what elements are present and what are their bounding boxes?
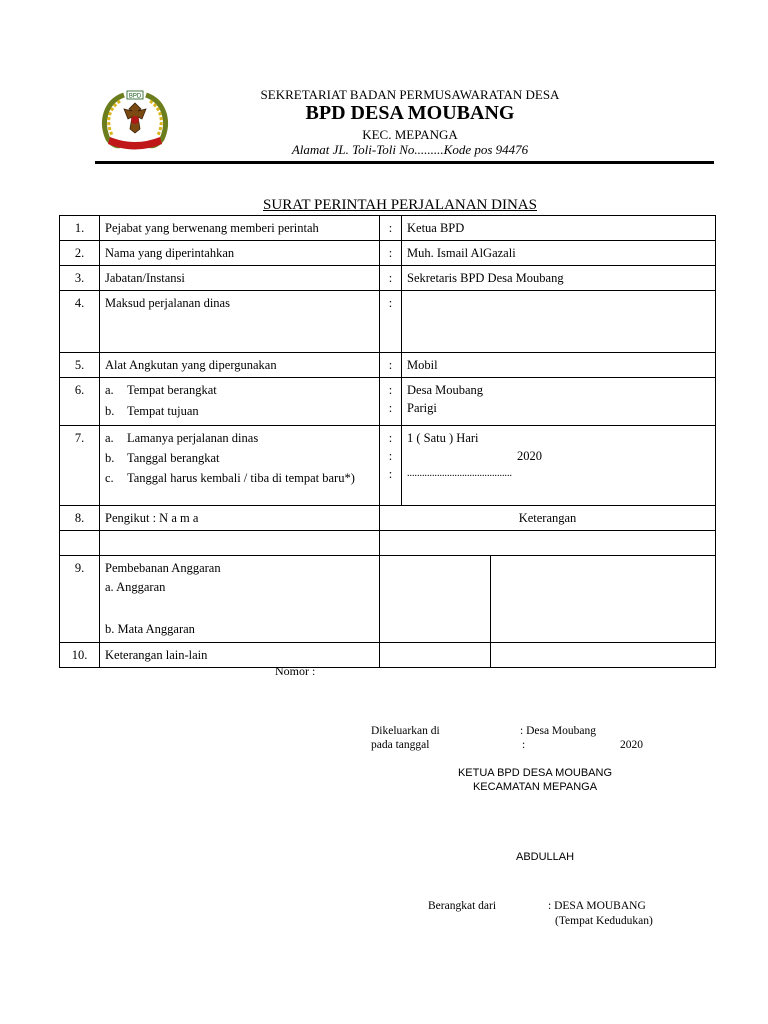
row-colon: : <box>380 353 402 378</box>
sub-mark: b. <box>105 451 115 465</box>
row-label: Alat Angkutan yang dipergunakan <box>100 353 380 378</box>
spd-form-table <box>59 215 716 668</box>
sub-label: Tempat tujuan <box>127 404 199 418</box>
budget-cell <box>380 556 491 643</box>
row-number: 10. <box>60 643 100 668</box>
sub-mark: c. <box>105 471 114 485</box>
row-value: Sekretaris BPD Desa Moubang <box>402 266 716 291</box>
row-value: Muh. Ismail AlGazali <box>402 241 716 266</box>
row-value <box>402 291 716 353</box>
table-row <box>60 643 716 668</box>
header-secretariat: SEKRETARIAT BADAN PERMUSAWARATAN DESA <box>260 87 560 102</box>
row-colon: : <box>380 216 402 241</box>
row-colon: : <box>380 266 402 291</box>
issued-date-colon: : <box>522 739 526 751</box>
table-row <box>60 378 716 426</box>
sub-value: 1 ( Satu ) Hari <box>407 431 479 445</box>
row-value: Mobil <box>402 353 716 378</box>
row-number: 4. <box>60 291 100 353</box>
row-value: Ketua BPD <box>402 216 716 241</box>
signature-title-2: KECAMATAN MEPANGA <box>472 781 598 793</box>
sub-label: Tanggal harus kembali / tiba di tempat baru*) <box>127 471 355 485</box>
header-address: Alamat JL. Toli-Toli No.........Kode pos 94476 <box>291 142 529 157</box>
table-row <box>60 556 716 643</box>
empty-cell <box>100 531 380 556</box>
row-number: 6. <box>60 378 100 426</box>
departure-value: : DESA MOUBANG <box>548 900 646 912</box>
row-label <box>100 426 380 506</box>
row-value <box>402 426 716 506</box>
nomor-label: Nomor : <box>275 664 316 678</box>
row-number: 5. <box>60 353 100 378</box>
row-value <box>402 378 716 426</box>
header-divider <box>95 161 714 164</box>
logo-text: BPD <box>128 93 142 100</box>
sub-value: .......................................... <box>407 468 512 479</box>
row-number: 7. <box>60 426 100 506</box>
row-label: Pejabat yang berwenang memberi perintah <box>100 216 380 241</box>
sub-label: Tempat berangkat <box>127 383 217 397</box>
row-colon: : : : <box>380 426 402 506</box>
departure-note: (Tempat Kedudukan) <box>555 915 653 927</box>
issued-place-value: : Desa Moubang <box>520 725 597 737</box>
sub-mark: a. <box>105 383 114 397</box>
row-colon: : : <box>380 378 402 426</box>
sub-value: 2020 <box>517 449 542 463</box>
budget-cell <box>491 556 716 643</box>
sub-label: a. Anggaran <box>105 580 166 594</box>
sub-label: Lamanya perjalanan dinas <box>127 431 259 445</box>
header-org-name: BPD DESA MOUBANG <box>305 102 515 124</box>
empty-cell <box>491 643 716 668</box>
row-colon: : <box>380 241 402 266</box>
sub-mark: a. <box>105 431 114 445</box>
signature-name: ABDULLAH <box>516 851 575 863</box>
empty-cell <box>380 531 716 556</box>
table-row <box>60 506 716 531</box>
row-colon: : <box>380 291 402 353</box>
row-label: Keterangan lain-lain <box>100 643 380 668</box>
row-label: Pembebanan Anggaran a. Anggaran b. Mata Anggaran <box>100 556 380 643</box>
table-row <box>60 241 716 266</box>
sub-mark: b. <box>105 404 115 418</box>
sub-value: Parigi <box>407 401 437 415</box>
empty-cell <box>380 643 491 668</box>
table-row <box>60 216 716 241</box>
row-number: 1. <box>60 216 100 241</box>
row-label: Nama yang diperintahkan <box>100 241 380 266</box>
row-number: 8. <box>60 506 100 531</box>
issued-date-label: pada tanggal <box>371 739 430 751</box>
document-title: SURAT PERINTAH PERJALANAN DINAS <box>263 197 537 213</box>
row-number: 3. <box>60 266 100 291</box>
table-row <box>60 531 716 556</box>
row-label: Maksud perjalanan dinas <box>100 291 380 353</box>
departure-label: Berangkat dari <box>428 900 497 912</box>
row-number: 2. <box>60 241 100 266</box>
row-label <box>100 378 380 426</box>
header-kecamatan: KEC. MEPANGA <box>362 127 458 142</box>
row-number: 9. <box>60 556 100 643</box>
table-row <box>60 266 716 291</box>
sub-label: b. Mata Anggaran <box>105 622 195 636</box>
issued-date-value: 2020 <box>620 739 643 751</box>
row-value: Keterangan <box>380 506 716 531</box>
sub-label: Tanggal berangkat <box>127 451 220 465</box>
sub-value: Desa Moubang <box>407 383 484 397</box>
row-label: Pengikut : N a m a <box>100 506 380 531</box>
table-row <box>60 353 716 378</box>
issued-place-label: Dikeluarkan di <box>371 725 440 737</box>
empty-cell <box>60 531 100 556</box>
table-row <box>60 426 716 506</box>
row-label: Jabatan/Instansi <box>100 266 380 291</box>
signature-title-1: KETUA BPD DESA MOUBANG <box>457 767 613 779</box>
table-row <box>60 291 716 353</box>
